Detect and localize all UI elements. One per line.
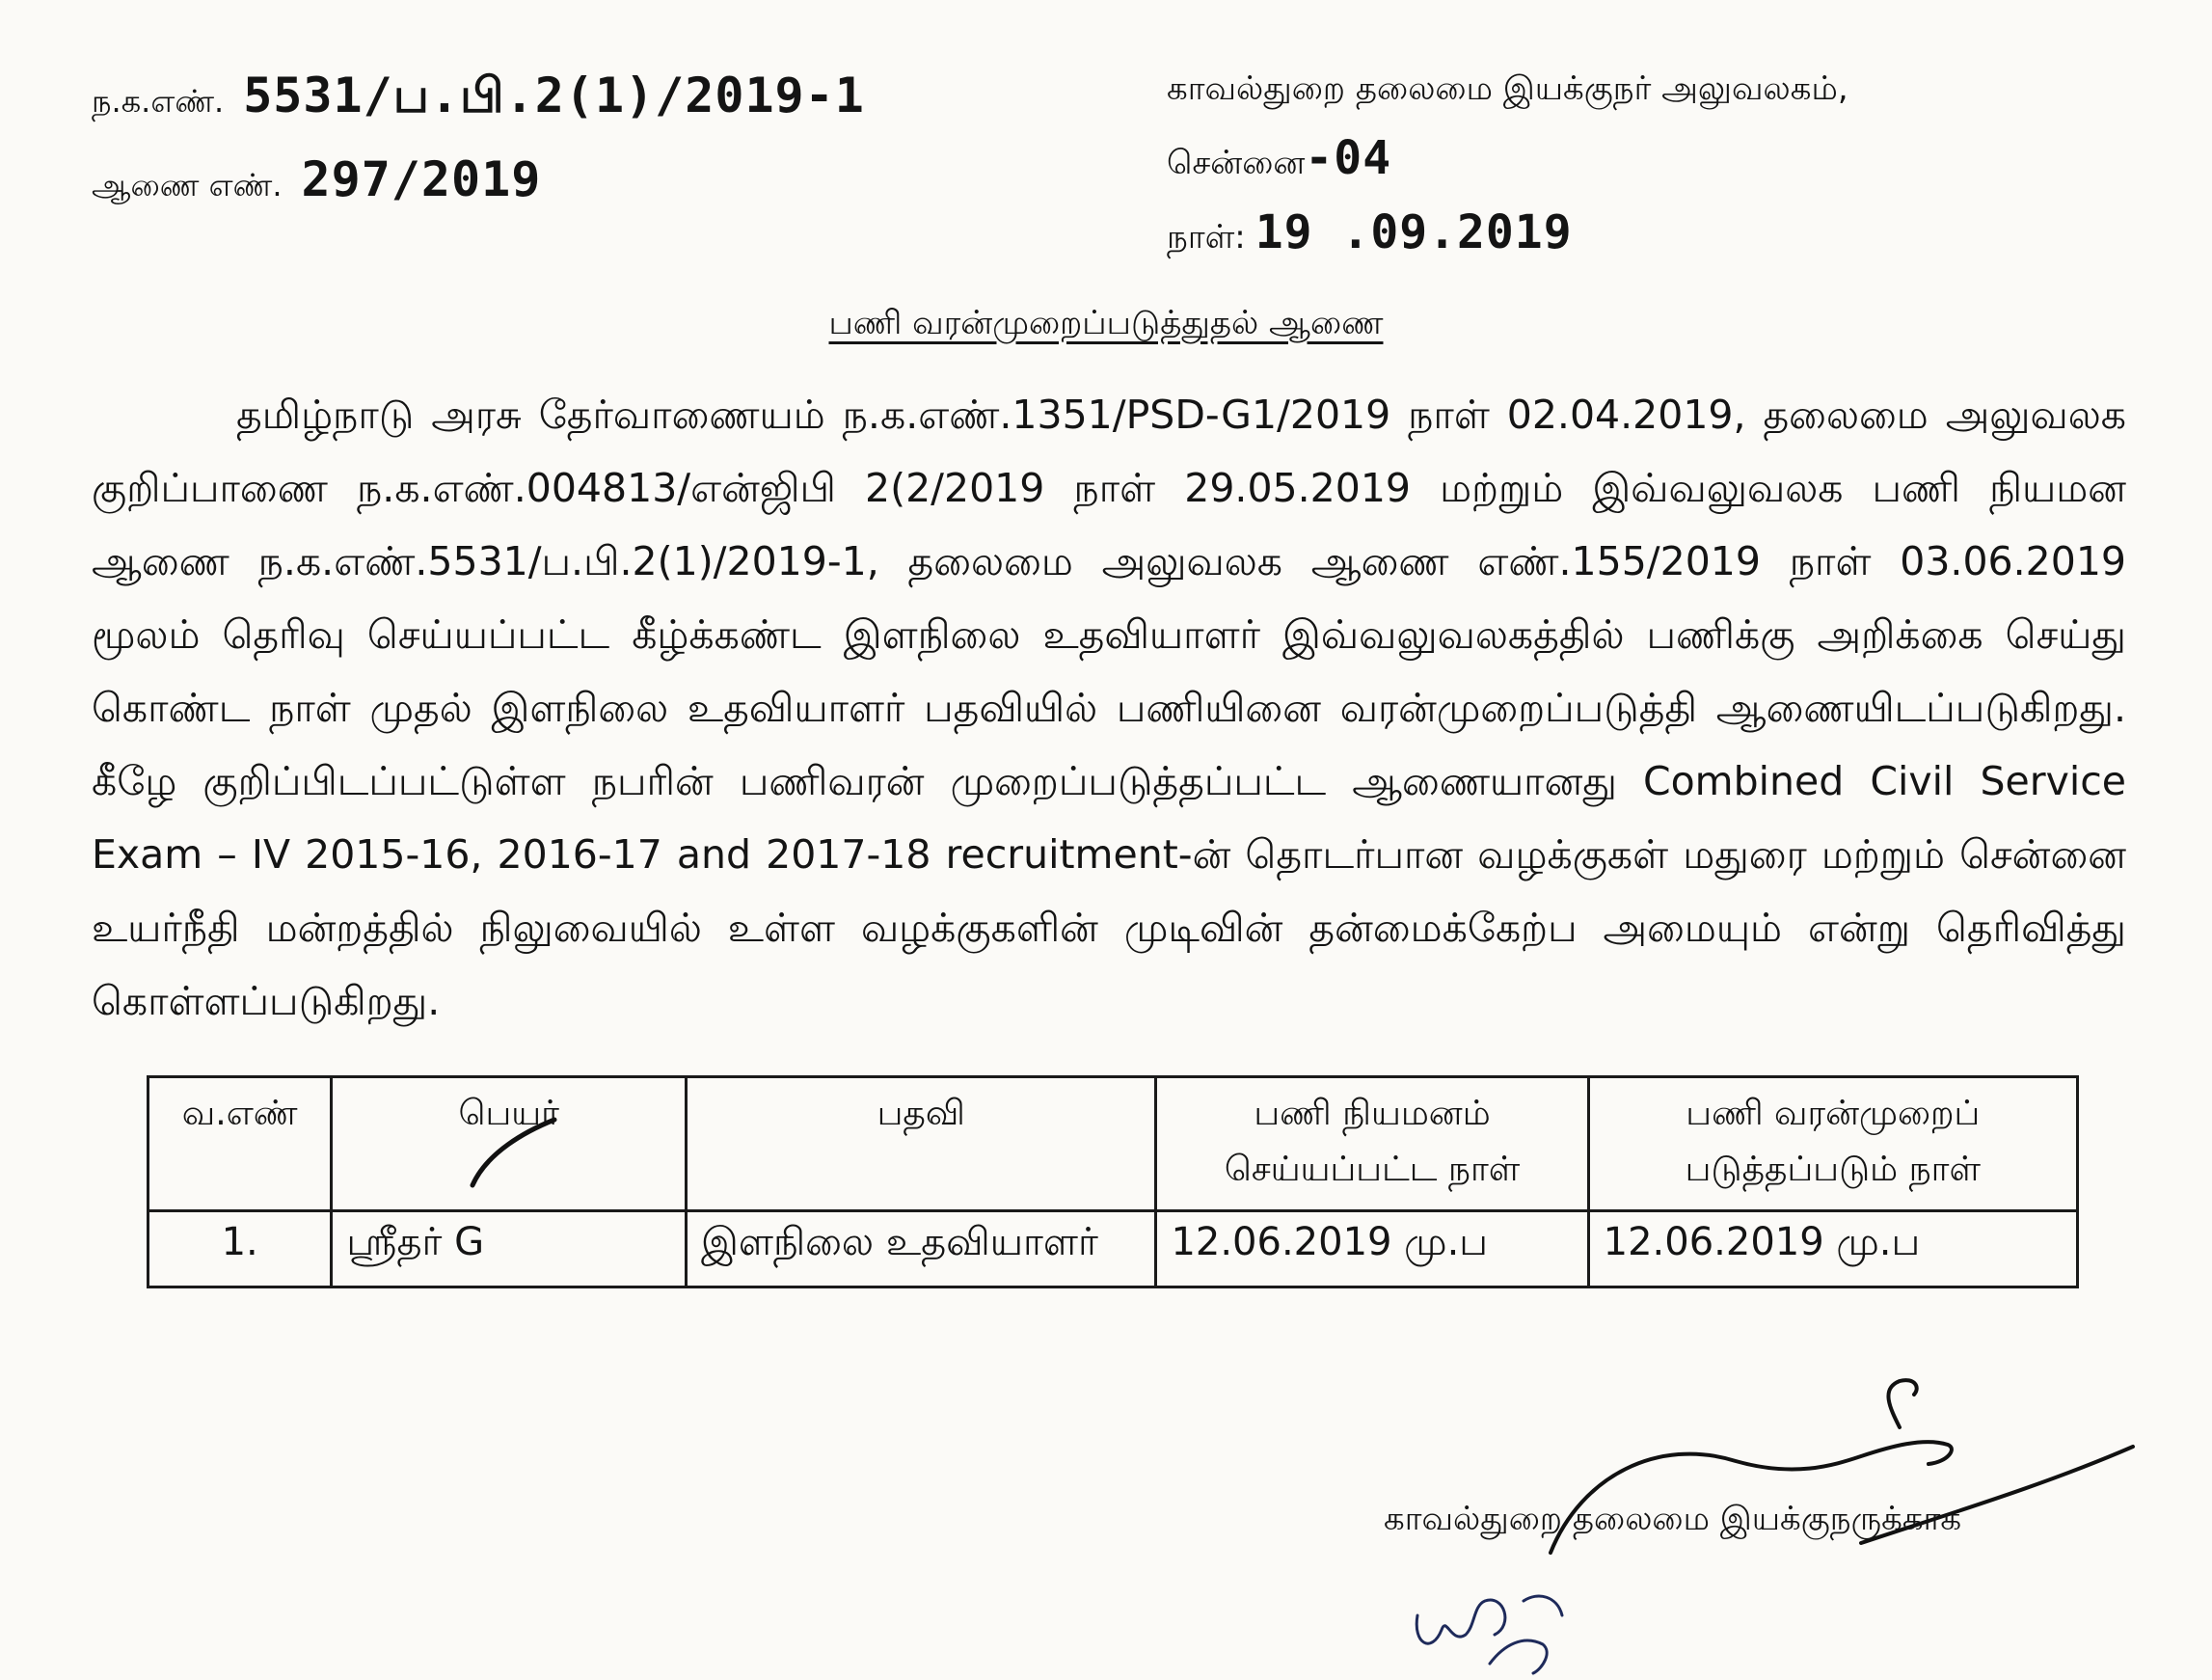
- city-code: -04: [1305, 131, 1392, 185]
- office-block: [1167, 69, 1848, 280]
- document-title-text: பணி வரன்முறைப்படுத்துதல் ஆணை: [828, 304, 1384, 342]
- office-city: [1167, 131, 1848, 186]
- order-date: [1167, 205, 1848, 260]
- staff-table: [147, 1075, 2079, 1288]
- cell-name: ஸ்ரீதர் G: [332, 1211, 687, 1287]
- initials-icon: [1398, 1577, 1591, 1680]
- city-label: சென்னை: [1167, 144, 1306, 182]
- date-value: 19 .09.2019: [1254, 205, 1573, 259]
- signatory-text: காவல்துறை தலைமை இயக்குநருக்காக: [1384, 1500, 1962, 1538]
- reference-label: ந.க.எண்.: [92, 83, 225, 120]
- header-post: பதவி: [686, 1077, 1155, 1211]
- cell-appointment-date: 12.06.2019 மு.ப: [1156, 1211, 1588, 1287]
- reference-value: 5531/ப.பி.2(1)/2019-1: [243, 68, 865, 123]
- table-header-row: [148, 1077, 2078, 1211]
- date-label: நாள்:: [1167, 218, 1246, 257]
- table-row: [148, 1211, 2078, 1287]
- header-name: பெயர்: [332, 1077, 687, 1211]
- pen-tick-mark: [458, 1114, 564, 1191]
- signatory: [1384, 1500, 1961, 1542]
- order-label: ஆணை எண்.: [92, 167, 283, 203]
- order-paragraph: தமிழ்நாடு அரசு தேர்வாணையம் ந.க.எண்.1351/PSD-G1/2019 நாள் 02.04.2019, தலைமை அலுவலக குறிப்பாணை ந.க.எண்.004813/என்ஜிபி 2(2/2019 நாள் 29.05.2019 மற்றும் இவ்வலுவலக பணி நியமன ஆணை ந.க.எண்.5531/ப.பி.2(1)/2019-1, தலைமை அலுவலக ஆணை எண்.155/2019 நாள் 03.06.2019 மூலம் தெரிவு செய்யப்பட்ட கீழ்க்கண்ட இளநிலை உதவியாளர் இவ்வலுவலகத்தில் பணிக்கு அறிக்கை செய்து கொண்ட நாள் முதல் இளநிலை உதவியாளர் பதவியில் பணியினை வரன்முறைப்படுத்தி ஆணையிடப்படுகிறது. கீழே குறிப்பிடப்பட்டுள்ள நபரின் பணிவரன் முறைப்படுத்தப்பட்ட ஆணையானது Combined Civil Service Exam – IV 2015-16, 2016-17 and 2017-18 recruitment-ன் தொடர்பான வழக்குகள் மதுரை மற்றும் சென்னை உயர்நீதி மன்றத்தில் நிலுவையில் உள்ள வழக்குகளின் முடிவின் தன்மைக்கேற்ப அமையும் என்று தெரிவித்து கொள்ளப்படுகிறது.: [92, 392, 2126, 1024]
- office-name: [1167, 69, 1848, 112]
- reference-block: [92, 68, 865, 229]
- reference-number: [92, 68, 865, 130]
- header-regularisation-date: பணி வரன்முறைப் படுத்தப்படும் நாள்: [1588, 1077, 2077, 1211]
- cell-post: இளநிலை உதவியாளர்: [686, 1211, 1155, 1287]
- order-body: [92, 378, 2126, 1038]
- cell-serial: 1.: [148, 1211, 332, 1287]
- header-appointment-date: பணி நியமனம் செய்யப்பட்ட நாள்: [1156, 1077, 1588, 1211]
- header-serial: வ.எண்: [148, 1077, 332, 1211]
- order-number: [92, 151, 865, 207]
- office-name-text: காவல்துறை தலைமை இயக்குநர் அலுவலகம்,: [1167, 69, 1848, 108]
- cell-regularisation-date: 12.06.2019 மு.ப: [1588, 1211, 2077, 1287]
- order-value: 297/2019: [301, 151, 542, 207]
- document-title: [0, 304, 2212, 346]
